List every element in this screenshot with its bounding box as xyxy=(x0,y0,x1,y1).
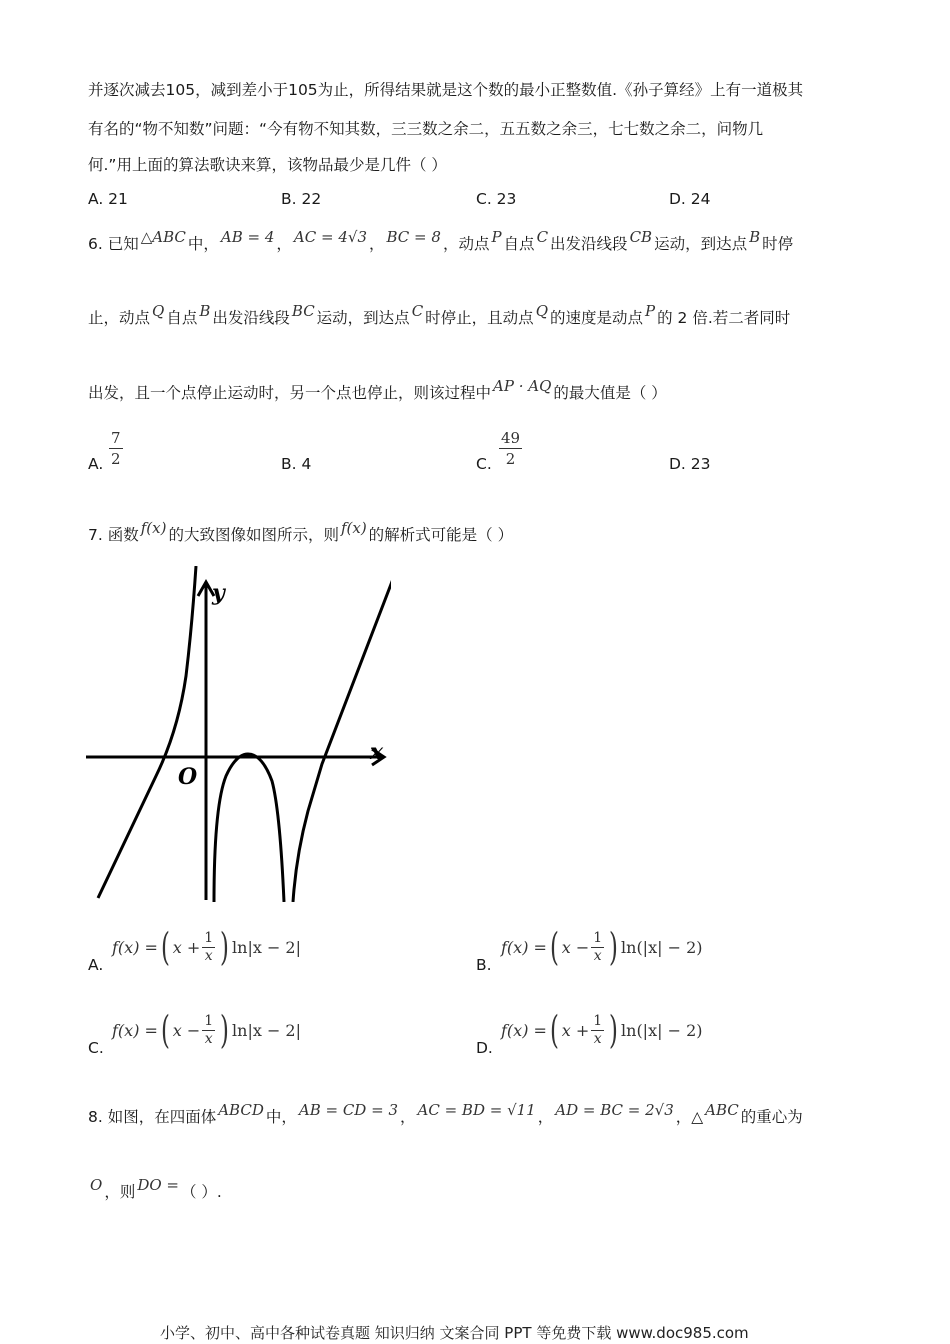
formula-inner: x − xyxy=(172,1020,201,1040)
q8-line-2 xyxy=(88,1176,222,1202)
fraction-numerator: 7 xyxy=(111,429,121,447)
page-footer: 小学、初中、高中各种试卷真题 知识归纳 文案合同 PPT 等免费下载 www.doc985.com xyxy=(160,1324,749,1342)
q6-math: P xyxy=(491,228,502,246)
formula-inner: x − xyxy=(561,937,590,957)
q8-text: ， xyxy=(537,1108,554,1126)
right-paren: ) xyxy=(609,1008,619,1052)
q8-text: 的重心为 xyxy=(740,1108,803,1126)
q6-math: Q xyxy=(535,302,548,320)
q8-text: ， xyxy=(400,1108,416,1126)
q6-math: C xyxy=(536,228,549,246)
y-axis-label: y xyxy=(212,580,225,606)
formula-rhs: ln(|x| − 2) xyxy=(621,937,703,957)
q6-text: 止，动点 xyxy=(88,309,151,327)
function-graph xyxy=(86,566,391,902)
q8-text: （ ）. xyxy=(181,1183,222,1201)
q8-math: DO = xyxy=(137,1176,179,1194)
q7-option-c-formula xyxy=(112,1008,301,1052)
q8-math: AD = BC = 2√3 xyxy=(555,1101,674,1119)
formula-lhs: f(x) = xyxy=(501,1020,547,1040)
q6-text: 运动，到达点 xyxy=(316,309,410,327)
q6-math: B xyxy=(199,302,211,320)
q6-option-a-fraction xyxy=(109,428,123,469)
q6-math: AP · AQ xyxy=(493,377,552,395)
curve-left-branch xyxy=(98,566,196,898)
q6-math: BC = 8 xyxy=(386,228,441,246)
fraction-denominator: x xyxy=(593,1030,602,1047)
left-paren: ( xyxy=(549,925,559,969)
fraction-numerator: 1 xyxy=(204,1012,214,1029)
formula-rhs: ln|x − 2| xyxy=(232,1020,301,1040)
q5-line-1: 并逐次减去105，减到差小于105为止，所得结果就是这个数的最小正整数值.《孙子算经》上有一道极其 xyxy=(88,81,804,99)
q6-math: B xyxy=(749,228,761,246)
formula-fraction xyxy=(591,1013,604,1048)
q6-option-a-label: A. xyxy=(88,455,104,473)
q6-option-c-fraction xyxy=(499,428,522,469)
q6-text: 6. 已知 xyxy=(88,235,139,253)
q6-text: 出发沿线段 xyxy=(550,235,628,253)
q6-math: Q xyxy=(152,302,165,320)
q6-math: BC xyxy=(291,302,315,320)
q6-text: 时停止，且动点 xyxy=(425,309,534,327)
q8-math: AB = CD = 3 xyxy=(298,1101,398,1119)
q6-option-b: B. 4 xyxy=(281,455,312,473)
q5-option-a: A. 21 xyxy=(88,190,128,208)
q7-option-c-label: C. xyxy=(88,1039,104,1057)
formula-lhs: f(x) = xyxy=(112,1020,158,1040)
fraction-numerator: 1 xyxy=(204,929,214,946)
q7-option-b-label: B. xyxy=(476,956,492,974)
q7-line xyxy=(88,519,514,545)
fraction-numerator: 49 xyxy=(501,429,521,447)
curve-middle-branch xyxy=(214,754,284,902)
curve-right-branch xyxy=(293,566,391,902)
origin-label: O xyxy=(178,764,198,790)
q7-text: 的大致图像如图所示，则 xyxy=(168,526,339,544)
left-paren: ( xyxy=(160,1008,170,1052)
q6-option-d: D. 23 xyxy=(669,455,711,473)
q6-text: 的 2 倍.若二者同时 xyxy=(657,309,791,327)
q6-line-3 xyxy=(88,377,667,403)
q6-math: AB = 4 xyxy=(220,228,275,246)
q6-text: 中， xyxy=(187,235,219,253)
q7-text: 7. 函数 xyxy=(88,526,139,544)
q7-option-a-label: A. xyxy=(88,956,104,974)
right-paren: ) xyxy=(220,1008,230,1052)
formula-inner: x + xyxy=(561,1020,590,1040)
q8-math: O xyxy=(90,1176,103,1194)
formula-fraction xyxy=(202,930,215,965)
fraction-denominator: 2 xyxy=(111,450,121,468)
q6-text: 运动，到达点 xyxy=(654,235,748,253)
fraction-denominator: x xyxy=(204,1030,213,1047)
formula-lhs: f(x) = xyxy=(112,937,158,957)
q6-option-c-label: C. xyxy=(476,455,492,473)
q7-math: f(x) xyxy=(140,519,167,537)
q8-math: ABC xyxy=(705,1101,739,1119)
q5-option-b: B. 22 xyxy=(281,190,322,208)
q6-text: 的最大值是（ ） xyxy=(553,384,667,402)
q8-text: 中， xyxy=(265,1108,297,1126)
formula-lhs: f(x) = xyxy=(501,937,547,957)
q5-option-d: D. 24 xyxy=(669,190,711,208)
q6-math: △ABC xyxy=(140,228,186,246)
fraction-denominator: x xyxy=(593,947,602,964)
q7-option-b-formula xyxy=(501,925,703,969)
q7-option-d-label: D. xyxy=(476,1039,493,1057)
formula-fraction xyxy=(591,930,604,965)
q7-option-d-formula xyxy=(501,1008,703,1052)
q8-math: ABCD xyxy=(218,1101,264,1119)
q7-text: 的解析式可能是（ ） xyxy=(368,526,514,544)
fraction-numerator: 1 xyxy=(593,929,603,946)
right-paren: ) xyxy=(220,925,230,969)
q6-text: 自点 xyxy=(503,235,535,253)
q6-line-2 xyxy=(88,302,791,328)
q8-math: AC = BD = √11 xyxy=(417,1101,536,1119)
q6-text: ，动点 xyxy=(442,235,490,253)
formula-rhs: ln(|x| − 2) xyxy=(621,1020,703,1040)
q5-line-3: 何.”用上面的算法歌诀来算，该物品最少是几件（ ） xyxy=(88,156,447,174)
fraction-denominator: 2 xyxy=(505,450,516,468)
fraction-denominator: x xyxy=(204,947,213,964)
q8-text: 8. 如图，在四面体 xyxy=(88,1108,217,1126)
q6-math: AC = 4√3 xyxy=(293,228,367,246)
q6-text: 自点 xyxy=(166,309,198,327)
q5-line-2: 有名的“物不知数”问题：“今有物不知其数，三三数之余二，五五数之余三，七七数之余二，问物几 xyxy=(88,120,764,138)
q5-option-c: C. 23 xyxy=(476,190,517,208)
right-paren: ) xyxy=(609,925,619,969)
x-axis-label: x xyxy=(370,739,384,765)
q6-text: 的速度是动点 xyxy=(550,309,644,327)
left-paren: ( xyxy=(549,1008,559,1052)
q6-text: 时停 xyxy=(762,235,794,253)
fraction-numerator: 1 xyxy=(593,1012,603,1029)
q7-math: f(x) xyxy=(340,519,367,537)
left-paren: ( xyxy=(160,925,170,969)
q6-math: C xyxy=(411,302,424,320)
formula-rhs: ln|x − 2| xyxy=(232,937,301,957)
q6-line-1 xyxy=(88,228,794,254)
q6-math: P xyxy=(645,302,656,320)
q6-text: ， xyxy=(368,235,385,253)
q6-text: ， xyxy=(276,235,292,253)
formula-inner: x + xyxy=(172,937,201,957)
q8-line-1 xyxy=(88,1101,803,1127)
formula-fraction xyxy=(202,1013,215,1048)
q7-option-a-formula xyxy=(112,925,301,969)
q6-text: 出发，且一个点停止运动时，另一个点也停止，则该过程中 xyxy=(88,384,492,402)
q8-text: ，则 xyxy=(104,1183,136,1201)
q8-text: ，△ xyxy=(675,1108,704,1126)
q6-text: 出发沿线段 xyxy=(212,309,290,327)
q6-math: CB xyxy=(629,228,653,246)
